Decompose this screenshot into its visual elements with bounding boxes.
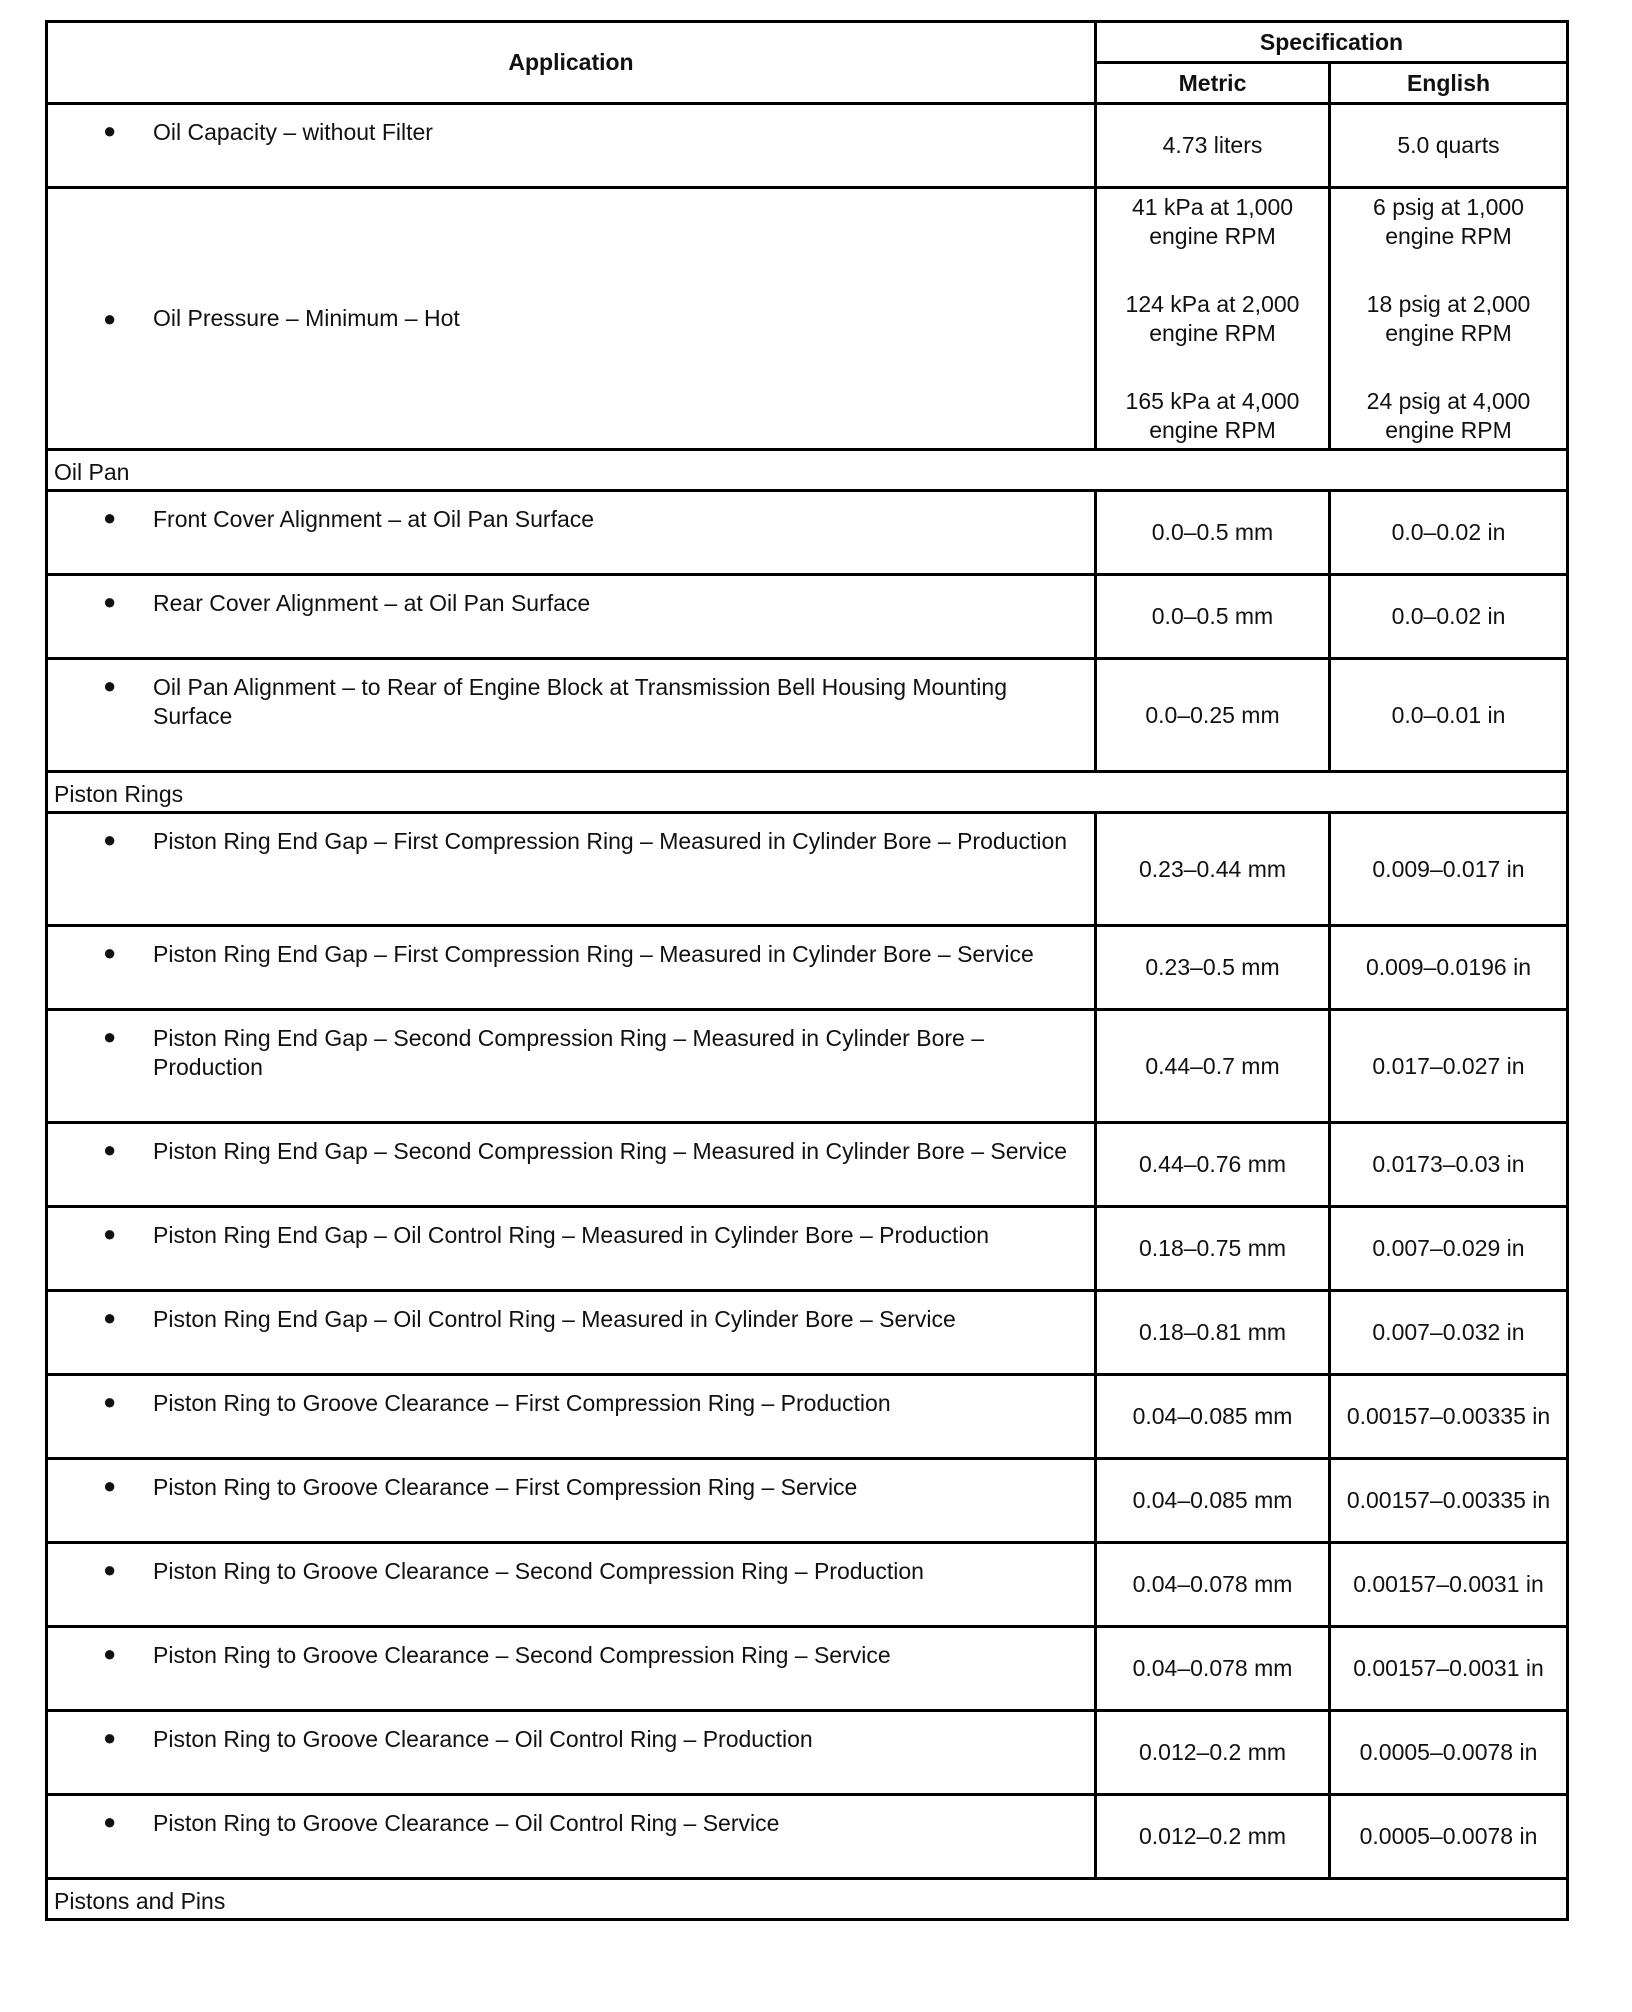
- metric-value: 0.23–0.44 mm: [1096, 813, 1330, 926]
- row-label: Piston Ring to Groove Clearance – Second Compression Ring – Service: [153, 1642, 891, 1668]
- english-value: 0.0005–0.0078 in: [1330, 1711, 1568, 1795]
- pressure-line: 41 kPa at 1,000: [1131, 193, 1294, 220]
- row-label: Piston Ring to Groove Clearance – Second Compression Ring – Production: [153, 1558, 924, 1584]
- pressure-value: [1331, 290, 1566, 348]
- row-label: Piston Ring End Gap – Second Compression Ring – Measured in Cylinder Bore – Production: [153, 1025, 984, 1080]
- pressure-line: engine RPM: [1149, 416, 1276, 443]
- row-label: Piston Ring to Groove Clearance – First Compression Ring – Production: [153, 1390, 891, 1416]
- bullet-icon: ●: [103, 505, 117, 530]
- table-row: [47, 104, 1568, 188]
- english-value: 0.007–0.029 in: [1330, 1207, 1568, 1291]
- table-row: [47, 1459, 1568, 1543]
- application-cell: [47, 1207, 1096, 1291]
- application-cell: [47, 1375, 1096, 1459]
- english-value: 0.00157–0.0031 in: [1330, 1543, 1568, 1627]
- english-value: 0.00157–0.00335 in: [1330, 1459, 1568, 1543]
- table-row: [47, 1543, 1568, 1627]
- english-value: 0.0005–0.0078 in: [1330, 1795, 1568, 1879]
- pressure-line: 6 psig at 1,000: [1373, 193, 1524, 220]
- english-value: 0.009–0.0196 in: [1330, 926, 1568, 1010]
- application-cell: [47, 575, 1096, 659]
- row-label: Piston Ring End Gap – Oil Control Ring – Measured in Cylinder Bore – Service: [153, 1306, 956, 1332]
- pressure-line: 24 psig at 4,000: [1366, 387, 1531, 414]
- application-cell: [47, 659, 1096, 772]
- english-value: 0.00157–0.0031 in: [1330, 1627, 1568, 1711]
- pressure-line: 18 psig at 2,000: [1366, 290, 1531, 317]
- specification-table: [45, 20, 1569, 1921]
- row-label: Front Cover Alignment – at Oil Pan Surface: [153, 506, 595, 532]
- bullet-icon: ●: [103, 1221, 117, 1246]
- table-row: [47, 575, 1568, 659]
- section-title: Pistons and Pins: [47, 1879, 1568, 1920]
- english-value: 0.00157–0.00335 in: [1330, 1375, 1568, 1459]
- section-row: [47, 450, 1568, 491]
- bullet-icon: ●: [103, 1305, 117, 1330]
- metric-value: 0.012–0.2 mm: [1096, 1711, 1330, 1795]
- section-title: Piston Rings: [47, 772, 1568, 813]
- metric-value: 0.04–0.078 mm: [1096, 1627, 1330, 1711]
- table-row: [47, 1375, 1568, 1459]
- table-row: [47, 1627, 1568, 1711]
- application-cell: [47, 1459, 1096, 1543]
- bullet-icon: ●: [103, 673, 117, 698]
- row-label: Piston Ring to Groove Clearance – Oil Control Ring – Production: [153, 1726, 813, 1752]
- metric-value: 0.04–0.078 mm: [1096, 1543, 1330, 1627]
- bullet-icon: ●: [103, 1389, 117, 1414]
- row-label: Rear Cover Alignment – at Oil Pan Surface: [153, 590, 591, 616]
- metric-value: 0.0–0.25 mm: [1096, 659, 1330, 772]
- row-label: Piston Ring to Groove Clearance – Oil Control Ring – Service: [153, 1810, 780, 1836]
- header-row-top: [47, 22, 1568, 63]
- pressure-value: [1331, 193, 1566, 251]
- pressure-line: 124 kPa at 2,000: [1125, 290, 1300, 317]
- bullet-icon: ●: [103, 940, 117, 965]
- metric-value: 0.44–0.7 mm: [1096, 1010, 1330, 1123]
- row-label: Piston Ring End Gap – First Compression Ring – Measured in Cylinder Bore – Service: [153, 941, 1034, 967]
- english-value: 0.0173–0.03 in: [1330, 1123, 1568, 1207]
- metric-value: 0.04–0.085 mm: [1096, 1459, 1330, 1543]
- metric-value: 0.23–0.5 mm: [1096, 926, 1330, 1010]
- application-cell: [47, 1010, 1096, 1123]
- application-header: Application: [47, 22, 1096, 104]
- table-row: [47, 1207, 1568, 1291]
- row-label: Piston Ring to Groove Clearance – First Compression Ring – Service: [153, 1474, 858, 1500]
- pressure-line: engine RPM: [1149, 319, 1276, 346]
- table-row: [47, 1291, 1568, 1375]
- pressure-line: engine RPM: [1149, 222, 1276, 249]
- table-row: [47, 813, 1568, 926]
- english-value: 0.009–0.017 in: [1330, 813, 1568, 926]
- table-row: [47, 491, 1568, 575]
- application-cell: [47, 1543, 1096, 1627]
- bullet-icon: ●: [103, 589, 117, 614]
- metric-value: 0.012–0.2 mm: [1096, 1795, 1330, 1879]
- row-label: Piston Ring End Gap – Oil Control Ring – Measured in Cylinder Bore – Production: [153, 1222, 990, 1248]
- english-value: 0.017–0.027 in: [1330, 1010, 1568, 1123]
- application-cell: [47, 1711, 1096, 1795]
- english-value: 0.0–0.01 in: [1330, 659, 1568, 772]
- table-row: [47, 188, 1568, 450]
- application-cell: [47, 104, 1096, 188]
- table-row: [47, 1010, 1568, 1123]
- pressure-line: engine RPM: [1385, 319, 1512, 346]
- row-label: Oil Capacity – without Filter: [153, 119, 433, 145]
- application-cell: [47, 926, 1096, 1010]
- metric-value: 0.04–0.085 mm: [1096, 1375, 1330, 1459]
- bullet-icon: ●: [103, 1641, 117, 1666]
- application-cell: [47, 813, 1096, 926]
- row-label: Oil Pan Alignment – to Rear of Engine Block at Transmission Bell Housing Mounting Surface: [153, 674, 1007, 729]
- english-value: 5.0 quarts: [1330, 104, 1568, 188]
- bullet-icon: ●: [103, 1809, 117, 1834]
- pressure-value: [1097, 193, 1328, 251]
- english-value: 0.007–0.032 in: [1330, 1291, 1568, 1375]
- pressure-line: engine RPM: [1385, 222, 1512, 249]
- bullet-icon: ●: [103, 1557, 117, 1582]
- table-row: [47, 926, 1568, 1010]
- application-cell: [47, 1123, 1096, 1207]
- specification-header: Specification: [1096, 22, 1568, 63]
- metric-value: 0.0–0.5 mm: [1096, 575, 1330, 659]
- row-label: Piston Ring End Gap – Second Compression Ring – Measured in Cylinder Bore – Service: [153, 1138, 1068, 1164]
- bullet-icon: ●: [103, 1473, 117, 1498]
- pressure-line: engine RPM: [1385, 416, 1512, 443]
- row-label: Oil Pressure – Minimum – Hot: [153, 305, 460, 331]
- application-cell: [47, 188, 1096, 450]
- metric-value: 4.73 liters: [1096, 104, 1330, 188]
- english-value: 0.0–0.02 in: [1330, 491, 1568, 575]
- application-cell: [47, 1795, 1096, 1879]
- metric-value: 0.0–0.5 mm: [1096, 491, 1330, 575]
- table-row: [47, 659, 1568, 772]
- english-pressure-cell: [1330, 188, 1568, 450]
- table-row: [47, 1711, 1568, 1795]
- metric-value: 0.18–0.81 mm: [1096, 1291, 1330, 1375]
- table-row: [47, 1123, 1568, 1207]
- row-label: Piston Ring End Gap – First Compression Ring – Measured in Cylinder Bore – Production: [153, 828, 1068, 854]
- bullet-icon: ●: [103, 1725, 117, 1750]
- pressure-value: [1097, 387, 1328, 445]
- metric-value: 0.44–0.76 mm: [1096, 1123, 1330, 1207]
- english-header: English: [1330, 63, 1568, 104]
- table-row: [47, 1795, 1568, 1879]
- application-cell: [47, 1627, 1096, 1711]
- bullet-icon: ●: [103, 1024, 117, 1049]
- metric-value: 0.18–0.75 mm: [1096, 1207, 1330, 1291]
- section-title: Oil Pan: [47, 450, 1568, 491]
- pressure-line: 165 kPa at 4,000: [1125, 387, 1300, 414]
- english-value: 0.0–0.02 in: [1330, 575, 1568, 659]
- pressure-value: [1331, 387, 1566, 445]
- metric-pressure-cell: [1096, 188, 1330, 450]
- bullet-icon: ●: [103, 827, 117, 852]
- bullet-icon: ●: [103, 1137, 117, 1162]
- application-cell: [47, 491, 1096, 575]
- bullet-icon: ●: [103, 306, 117, 331]
- section-row: [47, 1879, 1568, 1920]
- pressure-value: [1097, 290, 1328, 348]
- application-cell: [47, 1291, 1096, 1375]
- bullet-icon: ●: [103, 118, 117, 143]
- section-row: [47, 772, 1568, 813]
- metric-header: Metric: [1096, 63, 1330, 104]
